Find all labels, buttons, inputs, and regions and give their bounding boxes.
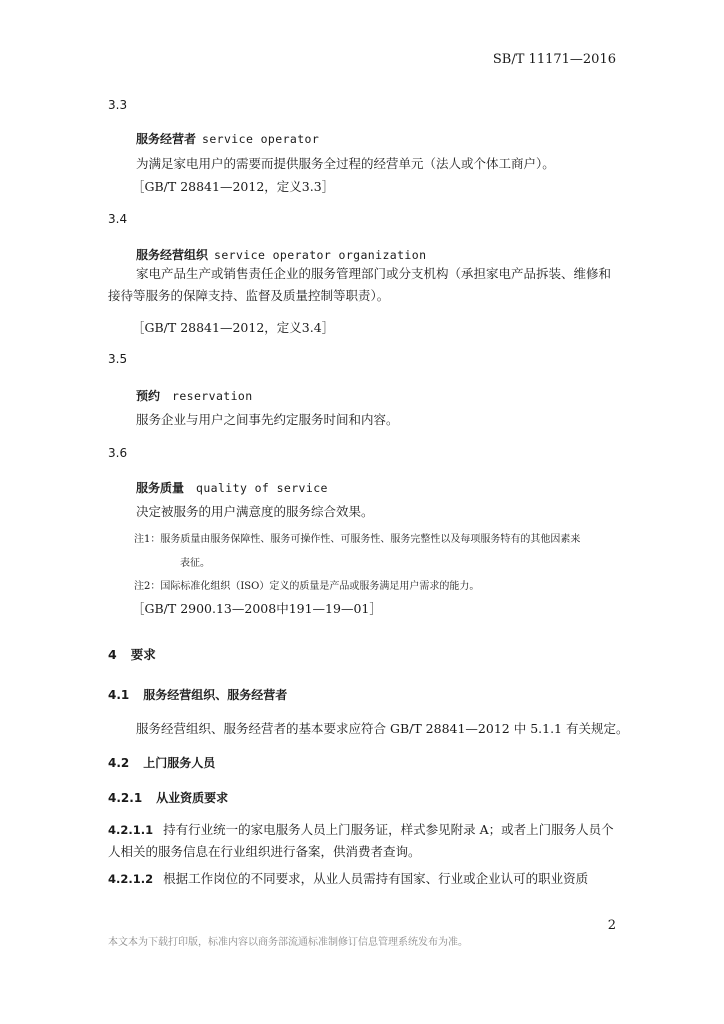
heading-number: 4.2 <box>108 756 130 770</box>
clause-number-3-6: 3.6 <box>108 446 128 460</box>
heading-title: 上门服务人员 <box>143 756 216 770</box>
term-en: service operator organization <box>214 248 427 262</box>
term-service-operator <box>136 130 319 147</box>
reference-3-3: ［GB/T 28841—2012，定义3.3］ <box>132 179 335 194</box>
term-zh: 预约 <box>136 389 161 403</box>
page-number: 2 <box>607 918 616 933</box>
heading-title: 从业资质要求 <box>156 791 229 805</box>
heading-4-1 <box>108 686 287 703</box>
heading-number: 4 <box>108 647 117 662</box>
reference-3-6: ［GB/T 2900.13—2008中191—19—01］ <box>132 601 382 616</box>
term-quality-of-service <box>136 479 328 496</box>
clause-4-2-1-1 <box>108 819 616 863</box>
definition-3-3: 为满足家电用户的需要而提供服务全过程的经营单元（法人或个体工商户）。 <box>136 156 555 171</box>
reference-3-4: ［GB/T 28841—2012，定义3.4］ <box>132 320 335 335</box>
term-zh: 服务质量 <box>136 481 185 495</box>
note-2: 注2：国际标准化组织（ISO）定义的质量是产品或服务满足用户需求的能力。 <box>134 581 480 592</box>
heading-number: 4.1 <box>108 688 130 702</box>
clause-body: 根据工作岗位的不同要求，从业人员需持有国家、行业或企业认可的职业资质 <box>163 871 589 886</box>
definition-3-5: 服务企业与用户之间事先约定服务时间和内容。 <box>136 412 399 427</box>
clause-number-3-5: 3.5 <box>108 352 128 366</box>
note-1-line-2: 表征。 <box>180 558 210 569</box>
heading-title: 要求 <box>130 647 156 662</box>
definition-3-6: 决定被服务的用户满意度的服务综合效果。 <box>136 504 374 519</box>
clause-number-3-3: 3.3 <box>108 98 128 112</box>
heading-title: 服务经营组织、服务经营者 <box>143 688 288 702</box>
heading-number: 4.2.1 <box>108 791 143 805</box>
definition-3-4: 家电产品生产或销售责任企业的服务管理部门或分支机构（承担家电产品拆装、维修和接待等服务的保障支持、监督及质量控制等职责）。 <box>108 266 612 303</box>
body-4-1: 服务经营组织、服务经营者的基本要求应符合 GB/T 28841—2012 中 5.1.1 有关规定。 <box>136 721 629 736</box>
footer-notice: 本文本为下载打印版，标准内容以商务部流通标准制修订信息管理系统发布为准。 <box>108 937 468 948</box>
term-en: quality of service <box>196 481 328 495</box>
clause-number: 4.2.1.1 <box>108 823 154 837</box>
term-zh: 服务经营者 <box>136 132 197 146</box>
term-en: service operator <box>202 132 320 146</box>
term-zh: 服务经营组织 <box>136 248 209 262</box>
clause-number: 4.2.1.2 <box>108 872 154 886</box>
note-1-line-1: 注1：服务质量由服务保障性、服务可操作性、可服务性、服务完整性以及每项服务特有的其他因素来 <box>134 534 581 545</box>
heading-4-2 <box>108 754 215 771</box>
heading-4 <box>108 645 156 663</box>
clause-4-2-1-2 <box>108 868 616 890</box>
term-service-operator-organization <box>136 246 426 263</box>
standard-code: SB/T 11171—2016 <box>492 52 616 67</box>
clause-number-3-4: 3.4 <box>108 212 128 226</box>
clause-body: 持有行业统一的家电服务人员上门服务证，样式参见附录 A；或者上门服务人员个人相关的服务信息在行业组织进行备案，供消费者查询。 <box>108 822 614 859</box>
heading-4-2-1 <box>108 789 228 806</box>
term-en: reservation <box>172 389 253 403</box>
term-reservation <box>136 387 253 404</box>
